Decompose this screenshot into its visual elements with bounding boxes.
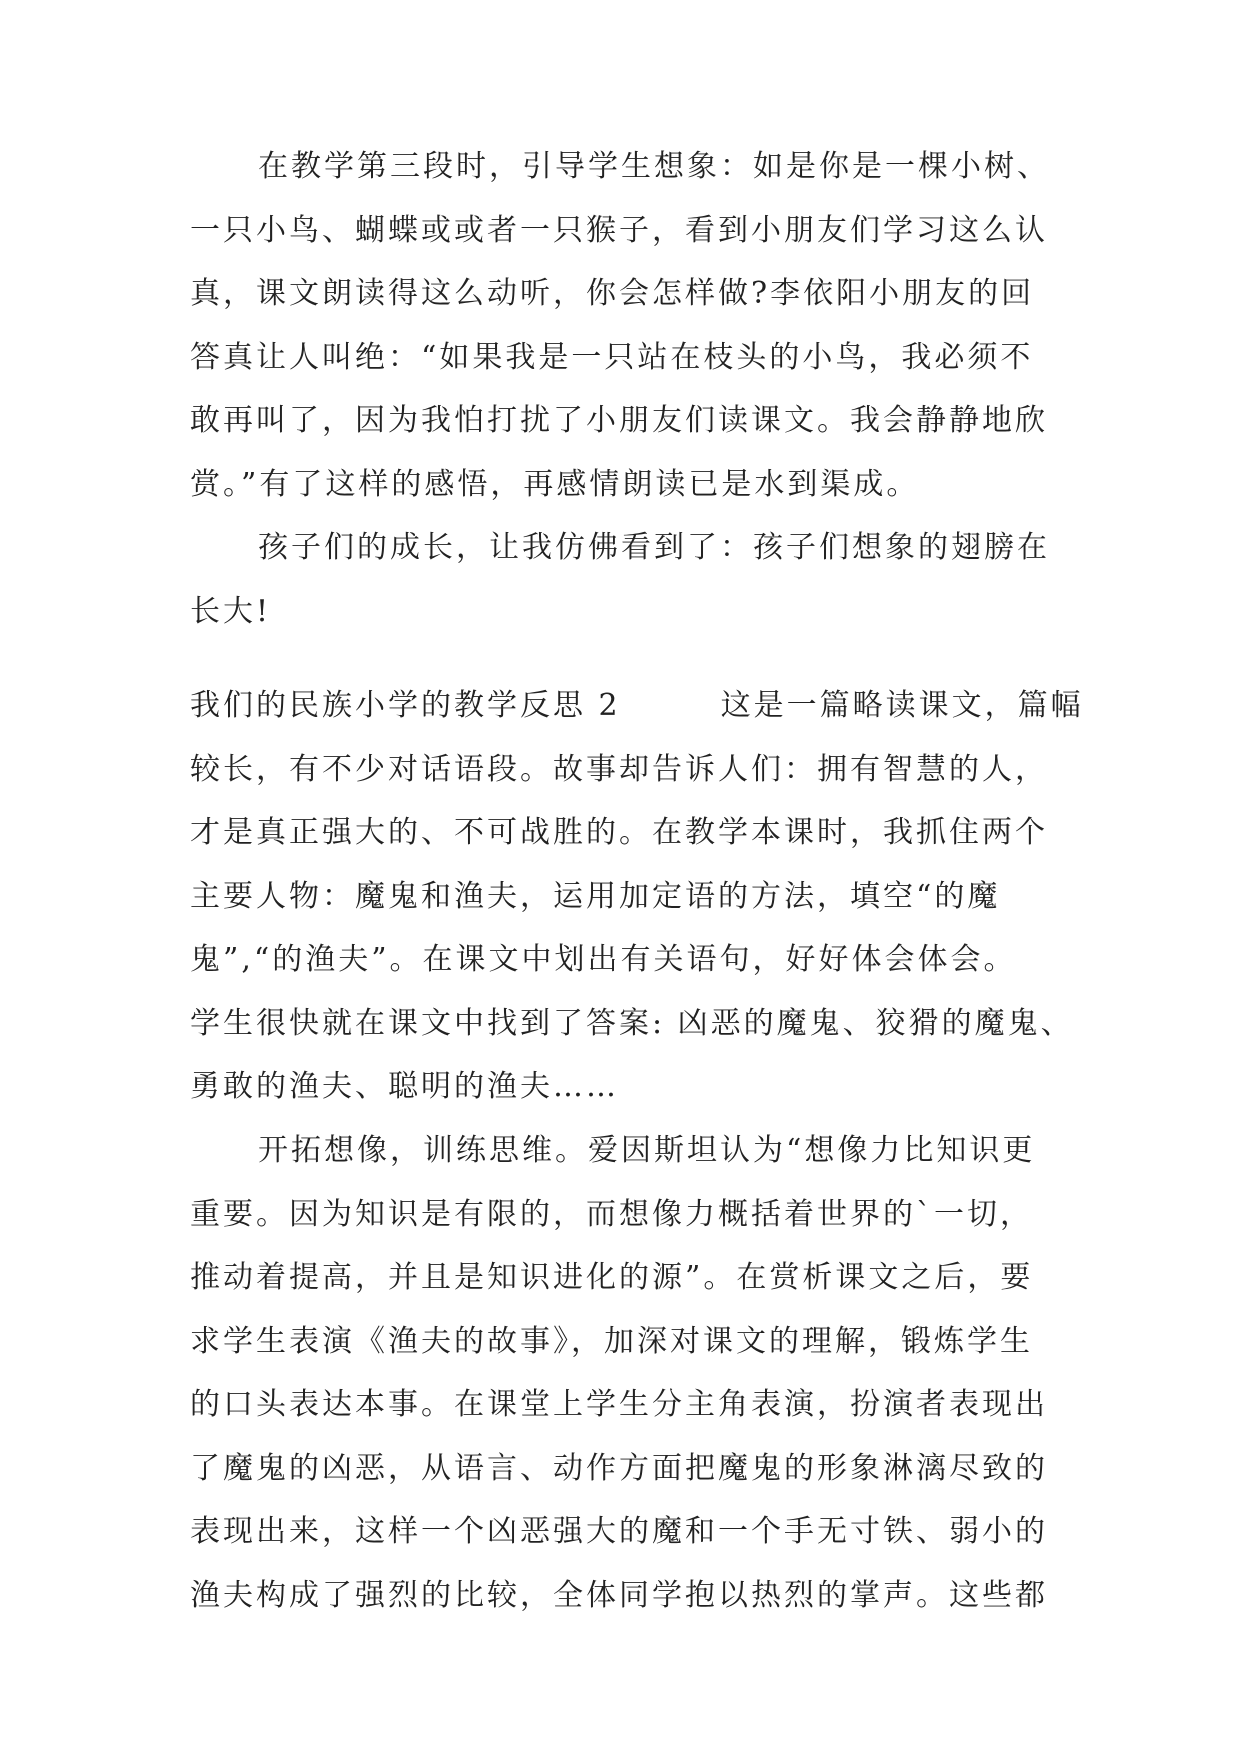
text-line: 才是真正强大的、不可战胜的。在教学本课时，我抓住两个 bbox=[190, 815, 1048, 850]
text-line: 渔夫构成了强烈的比较，全体同学抱以热烈的掌声。这些都 bbox=[190, 1577, 1048, 1613]
text-line: 学生很快就在课文中找到了答案: 凶恶的魔鬼、狡猾的魔鬼、 bbox=[190, 1005, 1074, 1041]
text-line: 重要。因为知识是有限的，而想像力概括着世界的`一切， bbox=[190, 1196, 1033, 1232]
text-line: 开拓想像，训练思维。爱因斯坦认为“想像力比知识更 bbox=[258, 1133, 1036, 1168]
text-line: 表现出来，这样一个凶恶强大的魔和一个手无寸铁、弱小的 bbox=[190, 1514, 1048, 1549]
text-line: 孩子们的成长，让我仿佛看到了：孩子们想象的翅膀在 bbox=[258, 530, 1050, 565]
text-line: 的口头表达本事。在课堂上学生分主角表演，扮演者表现出 bbox=[190, 1387, 1048, 1422]
text-line: 推动着提高，并且是知识进化的源”。在赏析课文之后，要 bbox=[190, 1260, 1034, 1295]
paragraph-1 bbox=[190, 135, 1050, 516]
text-line: 赏。”有了这样的感悟，再感情朗读已是水到渠成。 bbox=[190, 466, 920, 502]
text-line: 勇敢的渔夫、聪明的渔夫…… bbox=[190, 1069, 619, 1104]
paragraph-3 bbox=[190, 674, 1084, 1119]
text-line: 较长，有不少对话语段。故事却告诉人们：拥有智慧的人， bbox=[190, 751, 1048, 787]
text-line: 鬼”,“的渔夫”。在课文中划出有关语句，好好体会体会。 bbox=[190, 942, 1017, 977]
paragraph-2 bbox=[190, 516, 1050, 643]
text-line: 了魔鬼的凶恶，从语言、动作方面把魔鬼的形象淋漓尽致的 bbox=[190, 1450, 1048, 1486]
text-line: 敢再叫了，因为我怕打扰了小朋友们读课文。我会静静地欣 bbox=[190, 403, 1048, 438]
text-line: 一只小鸟、蝴蝶或或者一只猴子，看到小朋友们学习这么认 bbox=[190, 212, 1048, 248]
text-line: 真，课文朗读得这么动听，你会怎样做?李依阳小朋友的回 bbox=[190, 276, 1035, 311]
text-line: 长大! bbox=[190, 593, 272, 629]
text-line-segment: 这是一篇略读课文，篇幅 bbox=[720, 688, 1084, 723]
text-line: 求学生表演《渔夫的故事》，加深对课文的理解，锻炼学生 bbox=[190, 1323, 1033, 1359]
text-line: 主要人物：魔鬼和渔夫，运用加定语的方法，填空“的魔 bbox=[190, 878, 1001, 914]
section-title: 我们的民族小学的教学反思 2 bbox=[190, 688, 621, 723]
text-line bbox=[190, 674, 1084, 738]
paragraph-4 bbox=[190, 1119, 1050, 1627]
text-line: 答真让人叫绝：“如果我是一只站在枝头的小鸟，我必须不 bbox=[190, 339, 1034, 375]
text-line: 在教学第三段时，引导学生想象：如是你是一棵小树、 bbox=[258, 149, 1050, 184]
